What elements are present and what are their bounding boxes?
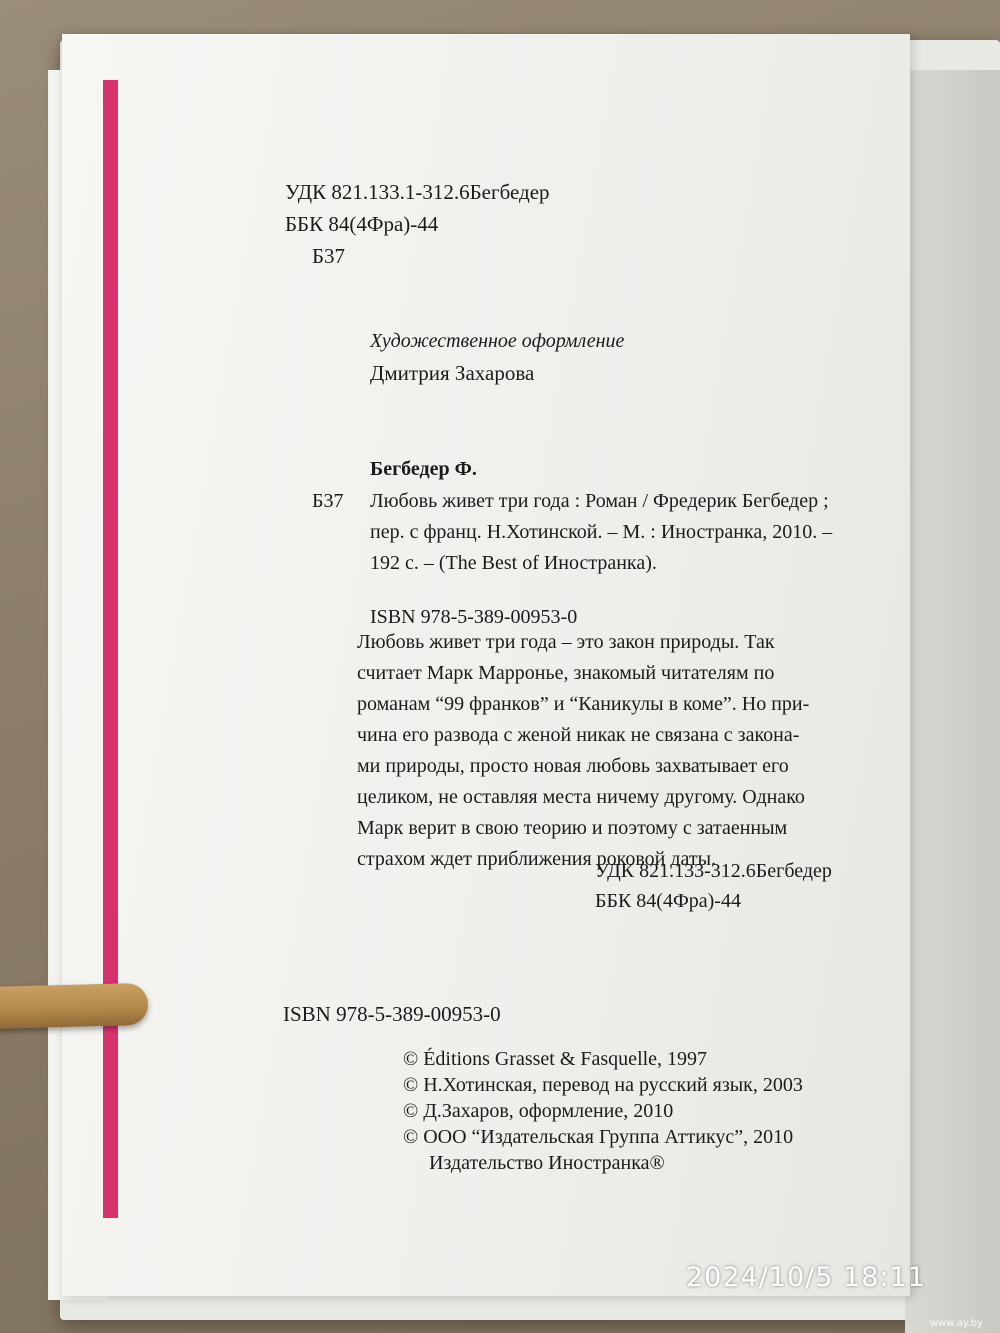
publisher-imprint: Издательство Иностранка® [429, 1152, 665, 1174]
annotation-line: страхом ждет приближения роковой даты. [357, 848, 717, 870]
annotation-line: ми природы, просто новая любовь захватывает его [357, 755, 789, 777]
copyright-line: © ООО “Издательская Группа Аттикус”, 2010 [403, 1126, 794, 1148]
copyright-line: © Н.Хотинская, перевод на русский язык, 2003 [403, 1074, 803, 1096]
record-isbn: ISBN 978-5-389-00953-0 [370, 606, 578, 628]
isbn-main: ISBN 978-5-389-00953-0 [283, 1002, 501, 1026]
udk-line: УДК 821.133.1-312.6Бегбедер [285, 180, 550, 204]
annotation-line: целиком, не оставляя места ничему другому. Однако [357, 786, 805, 808]
annotation-line: Любовь живет три года – это закон природы. Так [357, 631, 775, 653]
record-line-2: пер. с франц. Н.Хотинской. – М. : Иностранка, 2010. – [370, 521, 833, 543]
bbk-line: ББК 84(4Фра)-44 [285, 212, 439, 236]
wooden-stick [0, 983, 149, 1029]
record-author: Бегбедер Ф. [370, 458, 477, 480]
design-label: Художественное оформление [370, 330, 625, 352]
record-code: Б37 [312, 490, 344, 512]
design-author: Дмитрия Захарова [370, 361, 535, 385]
annotation-line: романам “99 франков” и “Каникулы в коме”. Но при- [357, 693, 810, 715]
annotation-bbk: ББК 84(4Фра)-44 [595, 890, 741, 912]
book-code: Б37 [312, 244, 346, 268]
annotation-udk: УДК 821.133-312.6Бегбедер [595, 860, 832, 882]
annotation-paragraph [357, 627, 809, 875]
copyright-line: © Д.Захаров, оформление, 2010 [403, 1100, 674, 1122]
photo-date-stamp: 2024/10/5 18:11 [686, 1262, 926, 1293]
annotation-line: Марк верит в свою теорию и поэтому с затаенным [357, 817, 788, 839]
copyright-block [403, 1046, 803, 1176]
annotation-line: чина его развода с женой никак не связана с закона- [357, 724, 800, 746]
endpaper-band [103, 80, 118, 1218]
facing-page-edge [905, 70, 1000, 1333]
record-line-3: 192 с. – (The Best of Иностранка). [370, 552, 657, 574]
site-watermark: www.ay.by [930, 1318, 983, 1329]
record-line-1: Любовь живет три года : Роман / Фредерик Бегбедер ; [370, 490, 829, 512]
copyright-line: © Éditions Grasset & Fasquelle, 1997 [403, 1048, 708, 1070]
annotation-line: считает Марк Марронье, знакомый читателям по [357, 662, 775, 684]
